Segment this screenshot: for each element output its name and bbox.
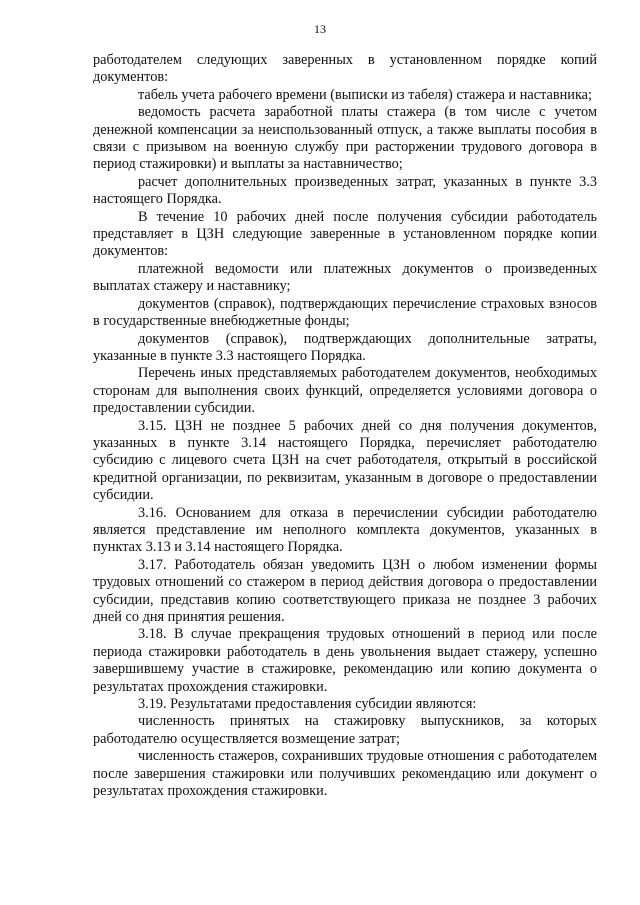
paragraph-payment-statement: платежной ведомости или платежных документов о произведенных выплатах стажеру и наставнику; (93, 260, 597, 295)
paragraph-other-documents: Перечень иных представляемых работодателем документов, необходимых сторонам для выполнения своих функций, определяется условиями договора о предоставлении субсидии. (93, 365, 597, 417)
paragraph-3-18: 3.18. В случае прекращения трудовых отношений в период или после периода стажировки работодатель в день увольнения выдает стажеру, успешно завершившему участие в стажировке, рекомендацию или копию документа о результатах прохождения стажировки. (93, 626, 597, 695)
paragraph-continuation: работодателем следующих заверенных в установленном порядке копий документов: (93, 52, 597, 86)
page-number: 13 (314, 22, 326, 36)
document-body (93, 52, 597, 800)
paragraph-salary-statement: ведомость расчета заработной платы стажера (в том числе с учетом денежной компенсации за неиспользованный отпуск, а также выплаты пособия в связи с призывом на военную службу при расторжении трудового договора в период стажировки) и выплаты за наставничество; (93, 104, 597, 173)
paragraph-additional-certificates: документов (справок), подтверждающих дополнительные затраты, указанные в пункте 3.3 настоящего Порядка. (93, 330, 597, 364)
paragraph-3-15: 3.15. ЦЗН не позднее 5 рабочих дней со дня получения документов, указанных в пункте 3.14 настоящего Порядка, перечисляет работодателю субсидию с лицевого счета ЦЗН на счет работодателя, открытый в российской кредитной организации, по реквизитам, указанным в договоре о предоставлении субсидии. (93, 417, 597, 504)
paragraph-3-19: 3.19. Результатами предоставления субсидии являются: (138, 696, 477, 713)
paragraph-3-16: 3.16. Основанием для отказа в перечислении субсидии работодателю является представление им неполного комплекта документов, указанных в пунктах 3.13 и 3.14 настоящего Порядка. (93, 504, 597, 556)
paragraph-additional-costs: расчет дополнительных произведенных затрат, указанных в пункте 3.3 настоящего Порядка. (93, 173, 597, 208)
paragraph-result-graduates: численность принятых на стажировку выпускников, за которых работодателю осуществляется возмещение затрат; (93, 713, 597, 747)
paragraph-3-17: 3.17. Работодатель обязан уведомить ЦЗН о любом изменении формы трудовых отношений со стажером в период действия договора о предоставлении субсидии, представив копию соответствующего приказа не позднее 3 рабочих дней со дня принятия решения. (93, 556, 597, 625)
paragraph-10-days: В течение 10 рабочих дней после получения субсидии работодатель представляет в ЦЗН следующие заверенные в установленном порядке копии документов: (93, 208, 597, 260)
paragraph-insurance-certificates: документов (справок), подтверждающих перечисление страховых взносов в государственные внебюджетные фонды; (93, 295, 597, 330)
paragraph-result-interns: численность стажеров, сохранивших трудовые отношения с работодателем после завершения стажировки или получивших рекомендацию или документ о результатах прохождения стажировки. (93, 748, 597, 800)
paragraph-timesheet: табель учета рабочего времени (выписки из табеля) стажера и наставника; (138, 86, 592, 103)
